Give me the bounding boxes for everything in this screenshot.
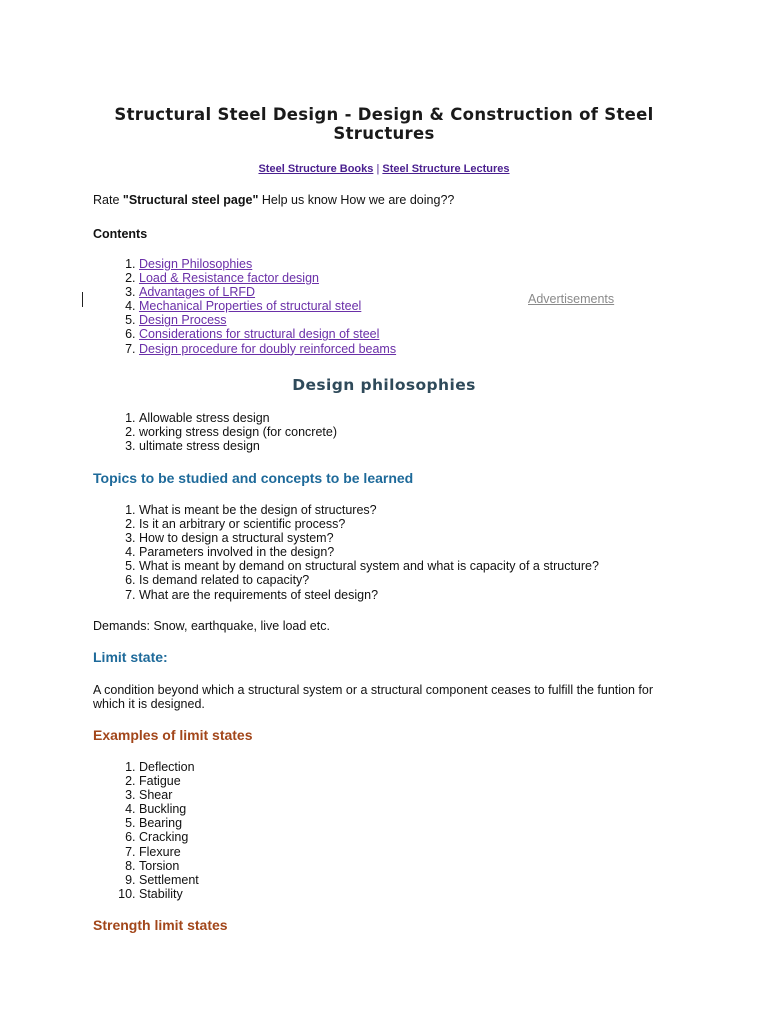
design-philosophies-heading: Design philosophies: [292, 376, 476, 394]
rate-page-name: "Structural steel page": [122, 193, 259, 207]
steel-structure-lectures-link[interactable]: Steel Structure Lectures: [382, 163, 510, 175]
contents-item: [139, 271, 396, 285]
list-item: 8. Torsion: [139, 859, 199, 873]
list-item: 2. Is it an arbitrary or scientific process?: [139, 517, 599, 531]
contents-link-mechanical-properties[interactable]: Mechanical Properties of structural steel: [139, 299, 362, 314]
topics-list: [93, 503, 599, 602]
rate-prefix: Rate: [93, 193, 123, 207]
limit-state-heading: Limit state:: [93, 649, 168, 665]
list-item: 1. Deflection: [139, 760, 199, 774]
contents-link-load-resistance[interactable]: Load & Resistance factor design: [139, 271, 319, 286]
list-item: 6. Is demand related to capacity?: [139, 573, 599, 587]
advertisements-link[interactable]: Advertisements: [528, 292, 615, 306]
list-item: 6. Cracking: [139, 830, 199, 844]
contents-item: [139, 285, 396, 299]
list-item: 5. Bearing: [139, 816, 199, 830]
philosophies-list: [93, 411, 337, 453]
demands-text: Demands: Snow, earthquake, live load etc.: [93, 619, 330, 633]
text-cursor: [82, 292, 83, 307]
examples-heading: Examples of limit states: [93, 727, 253, 743]
strength-heading: Strength limit states: [93, 917, 228, 933]
list-item: 1. Allowable stress design: [139, 411, 337, 425]
contents-link-doubly-reinforced[interactable]: Design procedure for doubly reinforced beams: [139, 341, 397, 356]
list-item: 2. working stress design (for concrete): [139, 425, 337, 439]
examples-list: [93, 760, 199, 901]
topics-heading: Topics to be studied and concepts to be learned: [93, 470, 414, 486]
top-links-separator: |: [376, 163, 380, 175]
list-item: 5. What is meant by demand on structural system and what is capacity of a structure?: [139, 559, 599, 573]
top-links: [0, 163, 768, 175]
list-item: 2. Fatigue: [139, 774, 199, 788]
contents-link-design-philosophies[interactable]: Design Philosophies: [139, 257, 253, 271]
contents-item: [139, 257, 396, 271]
contents-heading: Contents: [93, 227, 148, 241]
contents-list: [93, 257, 396, 356]
contents-link-design-process[interactable]: Design Process: [139, 313, 227, 328]
list-item: 3. Shear: [139, 788, 199, 802]
contents-item: [139, 313, 396, 327]
limit-state-text: A condition beyond which a structural system or a structural component ceases to fulfill the funtion for which it is designed.: [93, 683, 654, 711]
list-item: 4. Parameters involved in the design?: [139, 545, 599, 559]
contents-item: [139, 327, 396, 341]
contents-link-advantages-lrfd[interactable]: Advantages of LRFD: [139, 285, 256, 300]
contents-item: [139, 342, 396, 356]
list-item: 1. What is meant be the design of structures?: [139, 503, 599, 517]
list-item: 9. Settlement: [139, 873, 199, 887]
list-item: 3. ultimate stress design: [139, 439, 337, 453]
steel-structure-books-link[interactable]: Steel Structure Books: [258, 163, 374, 175]
list-item: 7. Flexure: [139, 845, 199, 859]
list-item: 4. Buckling: [139, 802, 199, 816]
rate-line: [93, 193, 454, 207]
contents-item: [139, 299, 396, 313]
list-item: 7. What are the requirements of steel design?: [139, 588, 599, 602]
list-item: 10. Stability: [139, 887, 199, 901]
contents-link-considerations[interactable]: Considerations for structural design of steel: [139, 327, 380, 342]
rate-suffix: Help us know How we are doing??: [258, 193, 455, 207]
list-item: 3. How to design a structural system?: [139, 531, 599, 545]
page-title: Structural Steel Design - Design & Construction of Steel Structures: [114, 105, 654, 143]
